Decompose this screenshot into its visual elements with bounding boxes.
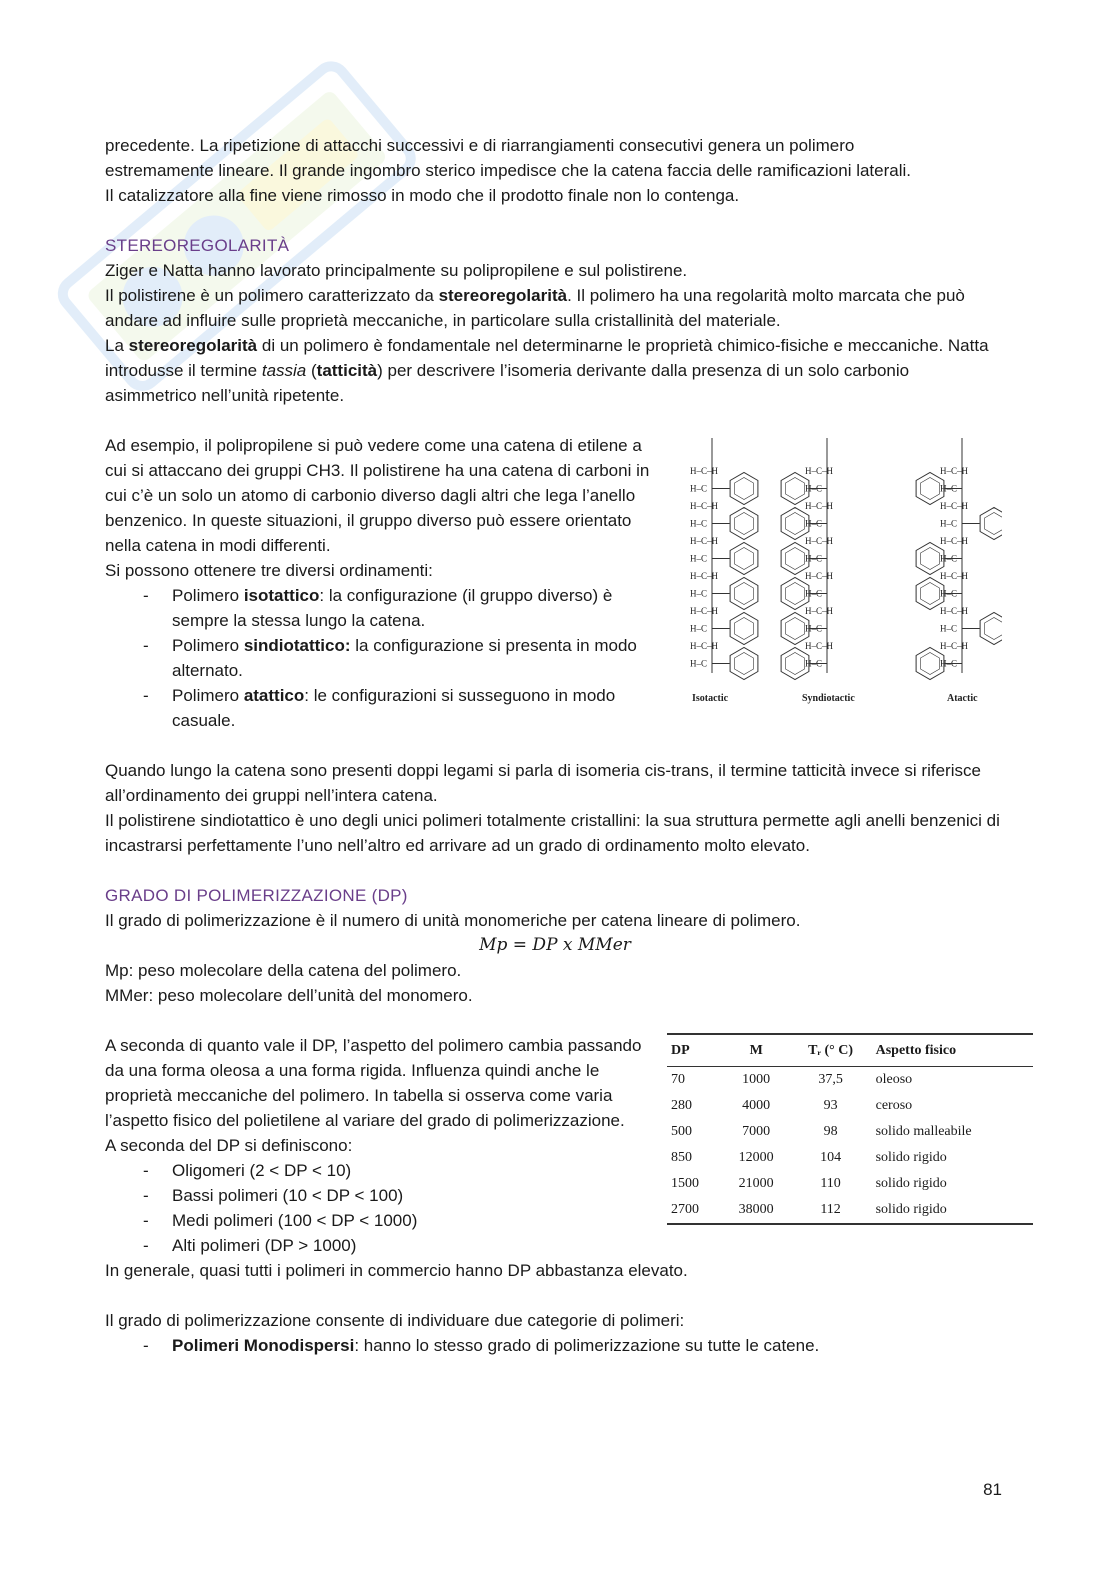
intro-line-1: precedente. La ripetizione di attacchi successivi e di riarrangiamenti consecutivi genera un polimero xyxy=(105,136,855,155)
carbon-label: H–C xyxy=(690,553,708,564)
carbon-label: H–C–H xyxy=(690,536,719,546)
tacticity-paragraph: Ad esempio, il polipropilene si può vedere come una catena di etilene a cui si attaccano dei gruppi CH3. Il polistirene ha una catena di carboni in cui c’è un solo un atomo di carbonio diverso dagli altri che lega l’anello benzenico. In queste situazioni, il gruppo diverso può essere orientato nella catena in modi differenti. xyxy=(105,436,650,555)
list-item-medium-polymers: - Medi polimeri (100 < DP < 1000) xyxy=(105,1208,1005,1233)
carbon-label: H–C–H xyxy=(940,466,969,476)
dp-table xyxy=(667,1033,1033,1225)
stereo-paragraph-1: Ziger e Natta hanno lavorato principalmente su polipropilene e sul polistirene. xyxy=(105,261,688,280)
benzene-ring-inner xyxy=(786,513,805,535)
benzene-ring xyxy=(980,508,1002,540)
dp-formula: Mp = DP x MMer xyxy=(479,935,631,955)
carbon-label: H–C xyxy=(805,553,823,564)
carbon-label: H–C xyxy=(805,623,823,634)
carbon-label: H–C xyxy=(940,483,958,494)
carbon-label: H–C–H xyxy=(940,641,969,651)
table-header-row xyxy=(667,1034,1033,1067)
table-row: 1500 21000 110 solido rigido xyxy=(671,1176,947,1191)
carbon-label: H–C–H xyxy=(805,641,834,651)
carbon-label: H–C xyxy=(690,588,708,599)
carbon-label: H–C–H xyxy=(690,606,719,616)
stereo-paragraph-3: La stereoregolarità di un polimero è fondamentale nel determinarne le proprietà chimico-fisiche e meccaniche. Natta introdusse il termine tassia (tatticità) per descrivere l’isomeria derivante dalla presenza di un solo carbonio asimmetrico nell’unità ripetente. xyxy=(105,336,989,405)
list-item-syndiotactic: - Polimero sindiotattico: la configurazione si presenta in modo alternato. xyxy=(105,633,650,683)
table-row: 280 4000 93 ceroso xyxy=(671,1098,913,1113)
benzene-ring-inner xyxy=(921,478,940,500)
categories-intro: Il grado di polimerizzazione consente di individuare due categorie di polimeri: xyxy=(105,1311,685,1330)
dp-paragraph: A seconda di quanto vale il DP, l’aspetto del polimero cambia passando da una forma oleosa a una forma rigida. Influenza quindi anche le proprietà meccaniche del polimero. In tabella si osserva come varia l’aspetto fisico del polietilene al variare del grado di polimerizzazione. xyxy=(105,1036,642,1130)
categories-list xyxy=(105,1333,1005,1358)
carbon-label: H–C xyxy=(940,623,958,634)
tacticity-list xyxy=(105,583,650,733)
table-row: 2700 38000 112 solido rigido xyxy=(667,1197,1033,1224)
carbon-label: H–C–H xyxy=(940,571,969,581)
benzene-ring-inner xyxy=(786,478,805,500)
label-atactic: Atactic xyxy=(947,693,978,704)
carbon-label: H–C xyxy=(805,658,823,669)
dp-definition: Il grado di polimerizzazione è il numero di unità monomeriche per catena lineare di polimero. xyxy=(105,911,801,930)
benzene-ring-inner xyxy=(921,548,940,570)
polymer-chain xyxy=(781,438,833,680)
dp-mmer-definition: MMer: peso molecolare dell’unità del monomero. xyxy=(105,986,473,1005)
dp-commercial-note: In generale, quasi tutti i polimeri in commercio hanno DP abbastanza elevato. xyxy=(105,1261,688,1280)
carbon-label: H–C–H xyxy=(690,641,719,651)
carbon-label: H–C–H xyxy=(805,536,834,546)
carbon-label: H–C xyxy=(940,553,958,564)
polymer-chain xyxy=(916,438,1002,680)
benzene-ring-inner xyxy=(786,618,805,640)
cis-trans-paragraph-1: Quando lungo la catena sono presenti doppi legami si parla di isomeria cis-trans, il termine tatticità invece si riferisce all’ordinamento dei gruppi nell’intera catena. xyxy=(105,761,981,805)
carbon-label: H–C xyxy=(690,623,708,634)
benzene-ring-inner xyxy=(735,583,754,605)
benzene-ring-inner xyxy=(735,548,754,570)
table-row: 500 7000 98 solido malleabile xyxy=(671,1124,972,1139)
carbon-label: H–C–H xyxy=(805,466,834,476)
list-item-low-polymers: - Bassi polimeri (10 < DP < 100) xyxy=(105,1183,1005,1208)
carbon-label: H–C–H xyxy=(805,571,834,581)
header-aspect: Aspetto fisico xyxy=(872,1034,1033,1067)
benzene-ring-inner xyxy=(786,653,805,675)
carbon-label: H–C–H xyxy=(940,501,969,511)
dp-mp-definition: Mp: peso molecolare della catena del polimero. xyxy=(105,961,462,980)
table-row: 70 1000 37,5 oleoso xyxy=(671,1072,913,1087)
intro-line-2: estremamente lineare. Il grande ingombro sterico impedisce che la catena faccia delle ramificazioni laterali. xyxy=(105,161,912,180)
tacticity-intro-list: Si possono ottenere tre diversi ordinamenti: xyxy=(105,561,433,580)
benzene-ring-inner xyxy=(921,583,940,605)
benzene-ring-inner xyxy=(985,513,1003,535)
carbon-label: H–C xyxy=(805,518,823,529)
tacticity-figure xyxy=(662,433,1002,708)
header-m: M xyxy=(723,1034,790,1067)
header-tr: Tᵣ (° C) xyxy=(790,1034,872,1067)
list-item-monodisperse: - Polimeri Monodispersi: hanno lo stesso grado di polimerizzazione su tutte le catene. xyxy=(105,1333,1005,1358)
polymer-chains xyxy=(690,438,1002,680)
carbon-label: H–C xyxy=(940,518,958,529)
dp-section xyxy=(105,1033,1005,1258)
benzene-ring-inner xyxy=(985,618,1003,640)
benzene-ring-inner xyxy=(921,653,940,675)
benzene-ring-inner xyxy=(735,653,754,675)
benzene-ring xyxy=(980,613,1002,645)
cis-trans-paragraph-2: Il polistirene sindiotattico è uno degli unici polimeri totalmente cristallini: la sua struttura permette agli anelli benzenici di incastrarsi perfettamente l’uno nell’altro ed arrivare ad un grado di ordinamento molto elevato. xyxy=(105,811,1000,855)
section-heading-dp: GRADO DI POLIMERIZZAZIONE (DP) xyxy=(105,886,408,905)
list-item-atactic: - Polimero atattico: le configurazioni si susseguono in modo casuale. xyxy=(105,683,650,733)
label-syndiotactic: Syndiotactic xyxy=(802,693,855,704)
carbon-label: H–C–H xyxy=(940,606,969,616)
tacticity-section xyxy=(105,433,1005,733)
list-item-isotactic: - Polimero isotattico: la configurazione (il gruppo diverso) è sempre la stessa lungo la catena. xyxy=(105,583,650,633)
intro-line-3: Il catalizzatore alla fine viene rimosso in modo che il prodotto finale non lo contenga. xyxy=(105,186,740,205)
stereo-paragraph-2: Il polistirene è un polimero caratterizzato da stereoregolarità. Il polimero ha una regolarità molto marcata che può andare ad influire sulle proprietà meccaniche, in particolare sulla cristallinità del materiale. xyxy=(105,286,965,330)
dp-classes-intro: A seconda del DP si definiscono: xyxy=(105,1136,353,1155)
list-item-oligomers: - Oligomeri (2 < DP < 10) xyxy=(105,1158,1005,1183)
carbon-label: H–C xyxy=(940,588,958,599)
section-heading-stereoregularity: STEREOREGOLARITÀ xyxy=(105,236,290,255)
carbon-label: H–C xyxy=(690,518,708,529)
benzene-ring-inner xyxy=(735,618,754,640)
carbon-label: H–C–H xyxy=(690,501,719,511)
benzene-ring-inner xyxy=(786,583,805,605)
list-item-high-polymers: - Alti polimeri (DP > 1000) xyxy=(105,1233,1005,1258)
carbon-label: H–C–H xyxy=(940,536,969,546)
benzene-ring-inner xyxy=(735,478,754,500)
benzene-ring-inner xyxy=(786,548,805,570)
label-isotactic: Isotactic xyxy=(692,693,729,704)
carbon-label: H–C–H xyxy=(805,501,834,511)
page-number: 81 xyxy=(983,1480,1002,1499)
carbon-label: H–C xyxy=(690,658,708,669)
carbon-label: H–C–H xyxy=(690,571,719,581)
carbon-label: H–C–H xyxy=(805,606,834,616)
document-page xyxy=(105,133,1005,1358)
carbon-label: H–C xyxy=(805,588,823,599)
header-dp: DP xyxy=(667,1034,723,1067)
benzene-ring-inner xyxy=(735,513,754,535)
table-row: 850 12000 104 solido rigido xyxy=(671,1150,947,1165)
carbon-label: H–C xyxy=(690,483,708,494)
carbon-label: H–C xyxy=(940,658,958,669)
carbon-label: H–C–H xyxy=(690,466,719,476)
polymer-chain xyxy=(690,438,758,680)
carbon-label: H–C xyxy=(805,483,823,494)
